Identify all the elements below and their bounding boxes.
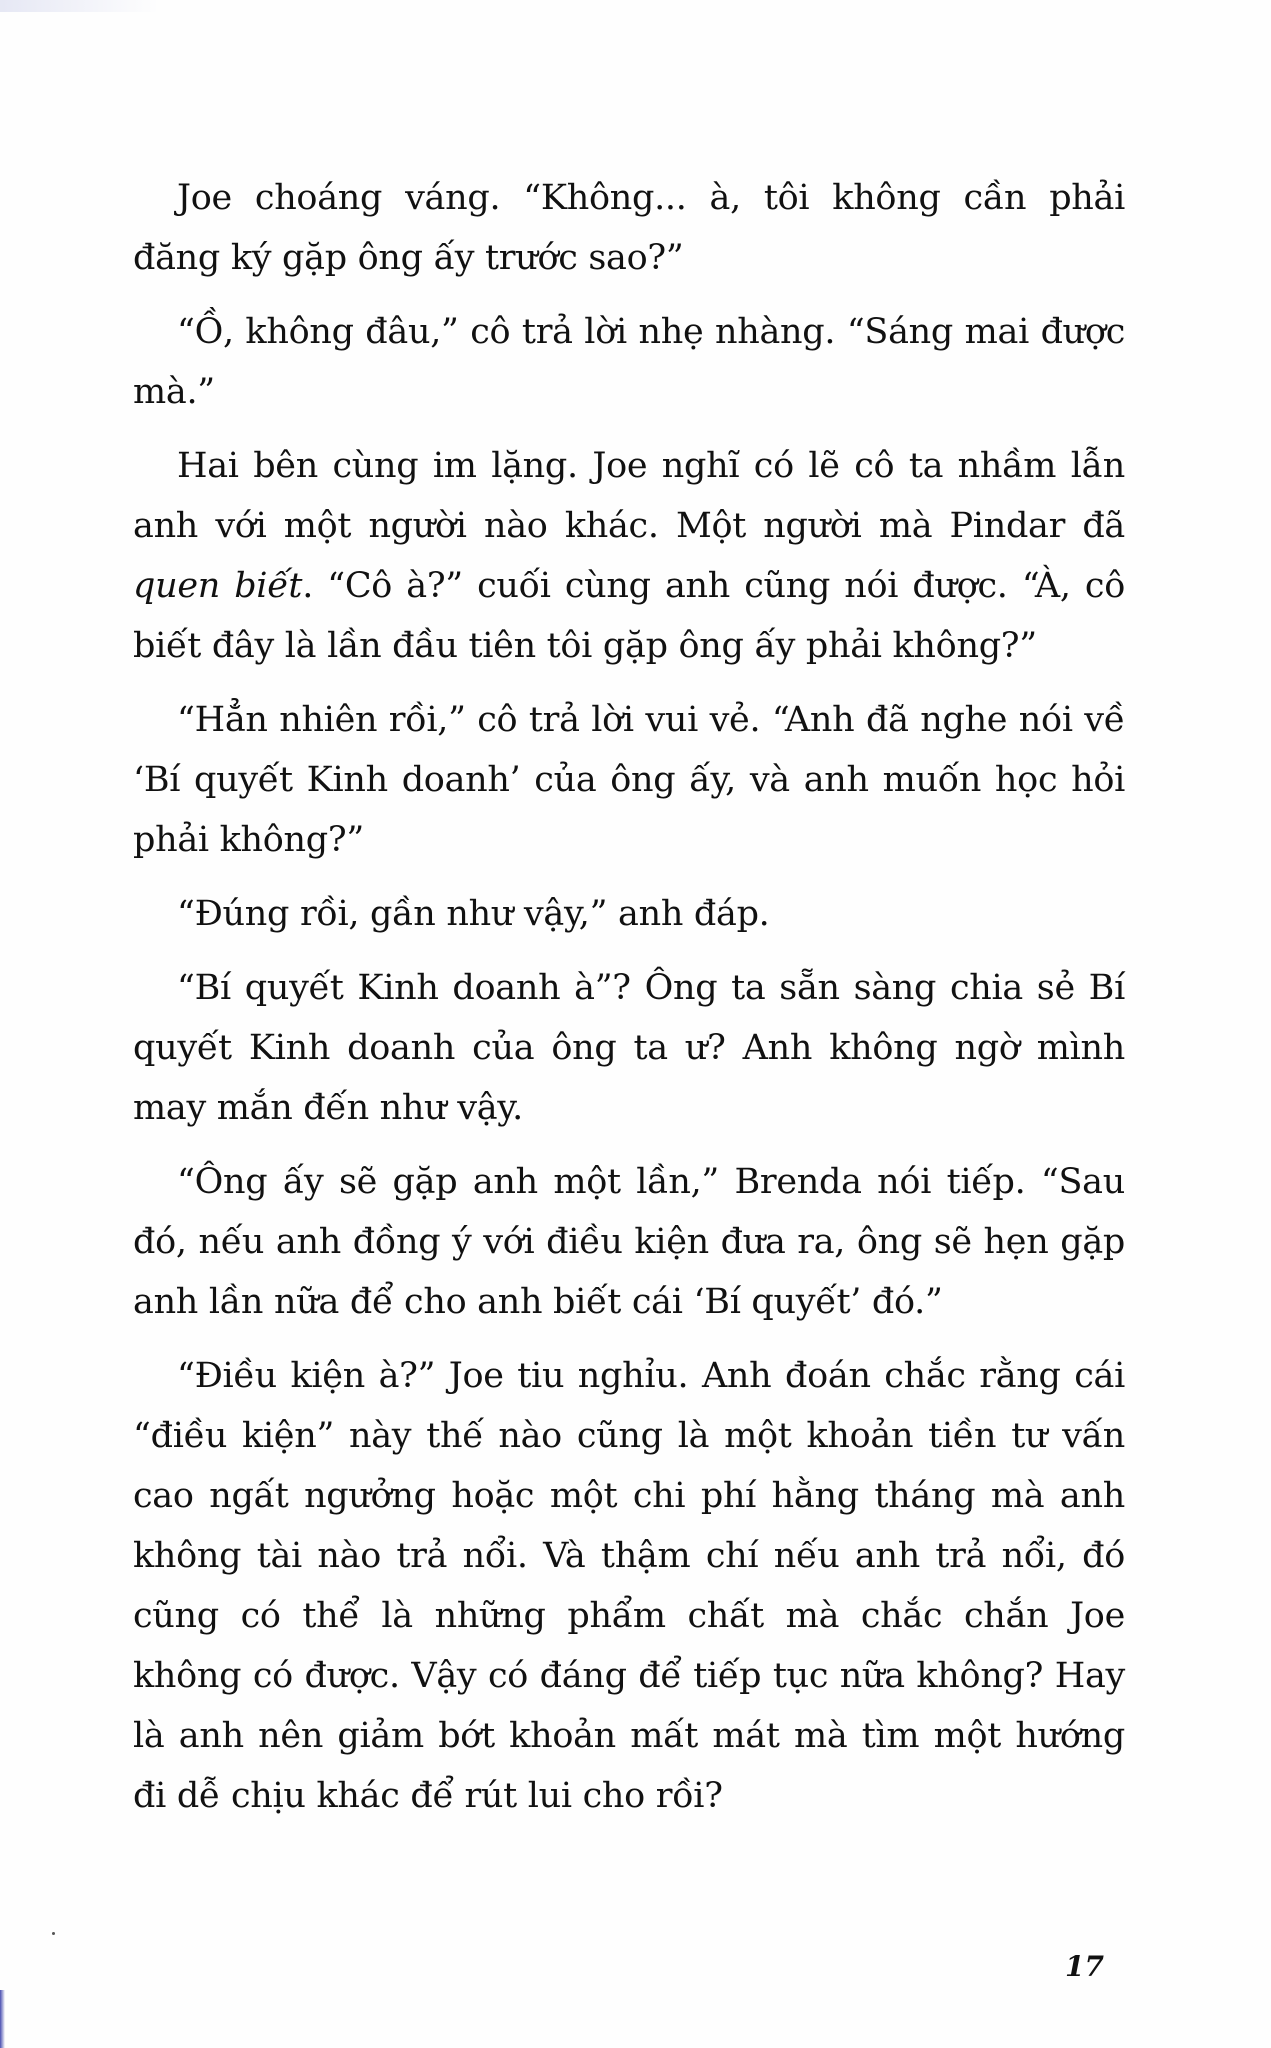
paragraph-3 [133, 436, 1125, 676]
paragraph-7: “Ông ấy sẽ gặp anh một lần,” Brenda nói tiếp. “Sau đó, nếu anh đồng ý với điều kiện đưa ra, ông sẽ hẹn gặp anh lần nữa để cho anh biết cái ‘Bí quyết’ đó.” [133, 1162, 1125, 1322]
paragraph-1: Joe choáng váng. “Không... à, tôi không cần phải đăng ký gặp ông ấy trước sao?” [133, 178, 1125, 278]
paragraph-8: “Điều kiện à?” Joe tiu nghỉu. Anh đoán chắc rằng cái “điều kiện” này thế nào cũng là một khoản tiền tư vấn cao ngất ngưởng hoặc một chi phí hằng tháng mà anh không tài nào trả nổi. Và thậm chí nếu anh trả nổi, đó cũng có thể là những phẩm chất mà chắc chắn Joe không có được. Vậy có đáng để tiếp tục nữa không? Hay là anh nên giảm bớt khoản mất mát mà tìm một hướng đi dễ chịu khác để rút lui cho rồi? [133, 1356, 1125, 1816]
paragraph-3-pre: Hai bên cùng im lặng. Joe nghĩ có lẽ cô ta nhầm lẫn anh với một người nào khác. Một người mà Pindar đã [133, 446, 1125, 546]
paragraph-4: “Hẳn nhiên rồi,” cô trả lời vui vẻ. “Anh đã nghe nói về ‘Bí quyết Kinh doanh’ của ông ấy, và anh muốn học hỏi phải không?” [133, 700, 1125, 860]
paragraph-6: “Bí quyết Kinh doanh à”? Ông ta sẵn sàng chia sẻ Bí quyết Kinh doanh của ông ta ư? Anh không ngờ mình may mắn đến như vậy. [133, 968, 1125, 1128]
paragraph-2: “Ồ, không đâu,” cô trả lời nhẹ nhàng. “Sáng mai được mà.” [133, 312, 1125, 412]
page-number: 17 [1065, 1950, 1104, 1983]
scan-speck [52, 1932, 55, 1935]
body-text [133, 168, 1125, 1840]
scan-edge [0, 1990, 5, 2048]
paragraph-3-post: . “Cô à?” cuối cùng anh cũng nói được. “À, cô biết đây là lần đầu tiên tôi gặp ông ấy phải không?” [133, 566, 1125, 666]
scan-smudge [0, 0, 160, 12]
italic-phrase: quen biết [133, 566, 303, 606]
paragraph-5: “Đúng rồi, gần như vậy,” anh đáp. [177, 894, 770, 934]
